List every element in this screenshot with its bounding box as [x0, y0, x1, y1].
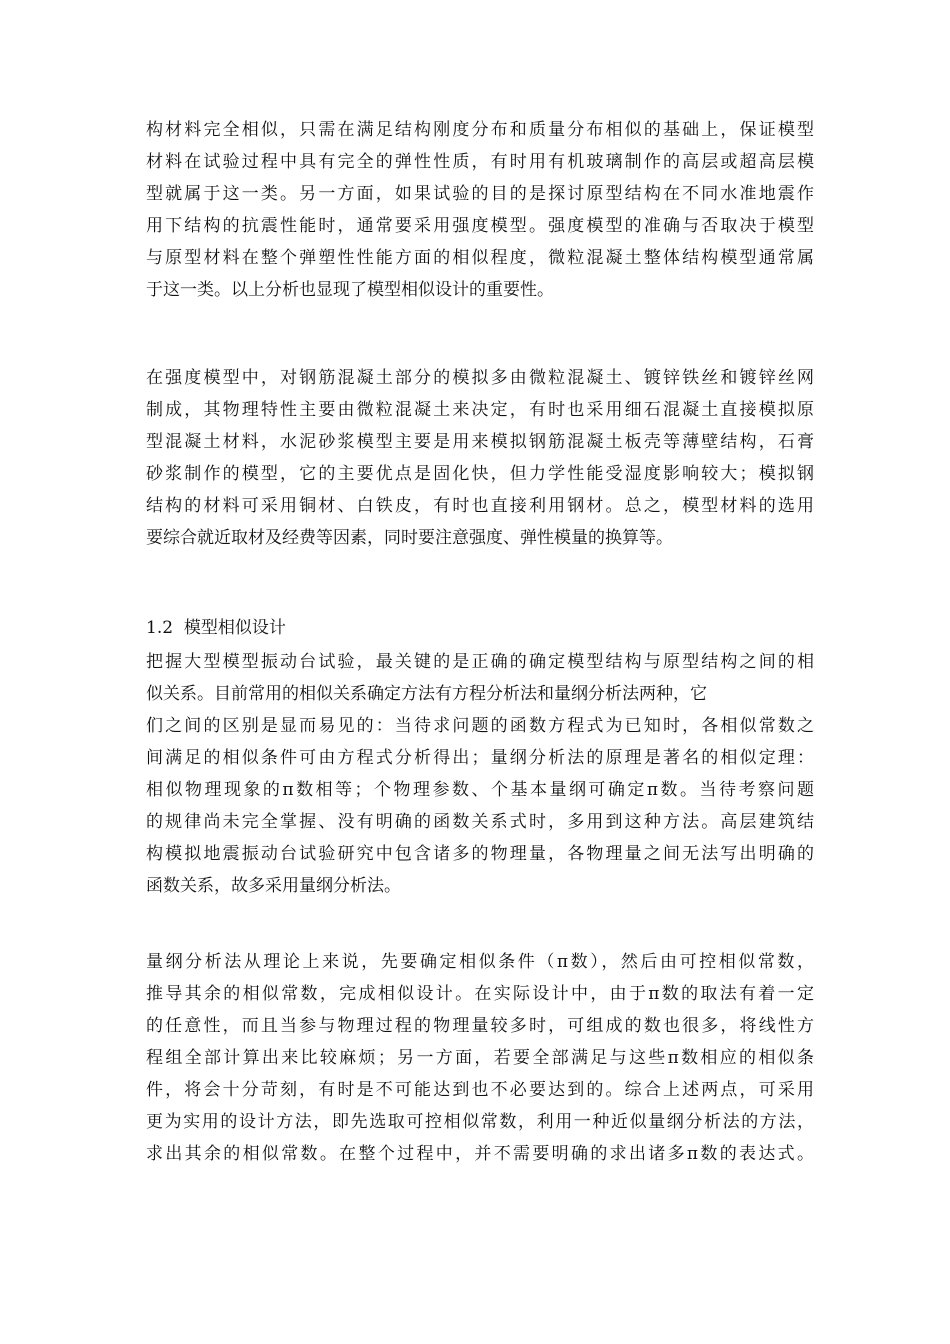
paragraph-line: 结构的材料可采用铜材、白铁皮，有时也直接利用钢材。总之，模型材料的选用	[146, 496, 814, 516]
paragraph-line: 推导其余的相似常数，完成相似设计。在实际设计中，由于π数的取法有着一定	[146, 984, 814, 1004]
paragraph-line: 用下结构的抗震性能时，通常要采用强度模型。强度模型的准确与否取决于模型	[146, 216, 814, 236]
paragraph-line: 把握大型模型振动台试验，最关键的是正确的确定模型结构与原型结构之间的相	[146, 652, 814, 672]
paragraph-line: 函数关系，故多采用量纲分析法。	[146, 876, 401, 896]
section-paragraph-2	[146, 946, 814, 1170]
paragraph-line: 间满足的相似条件可由方程式分析得出；量纲分析法的原理是著名的相似定理：	[146, 748, 814, 768]
paragraph-line: 构模拟地震振动台试验研究中包含诸多的物理量，各物理量之间无法写出明确的	[146, 844, 814, 864]
paragraph-line: 求出其余的相似常数。在整个过程中，并不需要明确的求出诸多π数的表达式。	[146, 1144, 814, 1164]
paragraph-line: 的任意性，而且当参与物理过程的物理量较多时，可组成的数也很多，将线性方	[146, 1016, 814, 1036]
paragraph-line: 相似物理现象的π数相等；个物理参数、个基本量纲可确定π数。当待考察问题	[146, 780, 814, 800]
paragraph-line: 型就属于这一类。另一方面，如果试验的目的是探讨原型结构在不同水准地震作	[146, 184, 814, 204]
paragraph-line: 要综合就近取材及经费等因素，同时要注意强度、弹性模量的换算等。	[146, 528, 673, 548]
paragraph-2	[146, 362, 814, 554]
paragraph-line: 似关系。目前常用的相似关系确定方法有方程分析法和量纲分析法两种，它	[146, 684, 707, 704]
paragraph-line: 制成，其物理特性主要由微粒混凝土来决定，有时也采用细石混凝土直接模拟原	[146, 400, 814, 420]
paragraph-line: 的规律尚未完全掌握、没有明确的函数关系式时，多用到这种方法。高层建筑结	[146, 812, 814, 832]
paragraph-line: 量纲分析法从理论上来说，先要确定相似条件（π数），然后由可控相似常数，	[146, 952, 814, 972]
paragraph-line: 构材料完全相似，只需在满足结构刚度分布和质量分布相似的基础上，保证模型	[146, 120, 814, 140]
section-paragraph-1	[146, 646, 814, 902]
paragraph-line: 件，将会十分苛刻，有时是不可能达到也不必要达到的。综合上述两点，可采用	[146, 1080, 814, 1100]
section-title: 模型相似设计	[183, 618, 286, 638]
paragraph-line: 于这一类。以上分析也显现了模型相似设计的重要性。	[146, 280, 554, 300]
paragraph-line: 们之间的区别是显而易见的：当待求问题的函数方程式为已知时，各相似常数之	[146, 716, 814, 736]
paragraph-1	[146, 114, 814, 306]
section-number: 1.2	[146, 618, 174, 638]
paragraph-line: 型混凝土材料，水泥砂浆模型主要是用来模拟钢筋混凝土板壳等薄壁结构，石膏	[146, 432, 814, 452]
paragraph-line: 与原型材料在整个弹塑性性能方面的相似程度，微粒混凝土整体结构模型通常属	[146, 248, 814, 268]
paragraph-line: 在强度模型中，对钢筋混凝土部分的模拟多由微粒混凝土、镀锌铁丝和镀锌丝网	[146, 368, 814, 388]
paragraph-line: 材料在试验过程中具有完全的弹性性质，有时用有机玻璃制作的高层或超高层模	[146, 152, 814, 172]
paragraph-line: 砂浆制作的模型，它的主要优点是固化快，但力学性能受湿度影响较大；模拟钢	[146, 464, 814, 484]
paragraph-line: 程组全部计算出来比较麻烦；另一方面，若要全部满足与这些π数相应的相似条	[146, 1048, 814, 1068]
paragraph-line: 更为实用的设计方法，即先选取可控相似常数，利用一种近似量纲分析法的方法，	[146, 1112, 814, 1132]
section-heading	[146, 612, 286, 644]
